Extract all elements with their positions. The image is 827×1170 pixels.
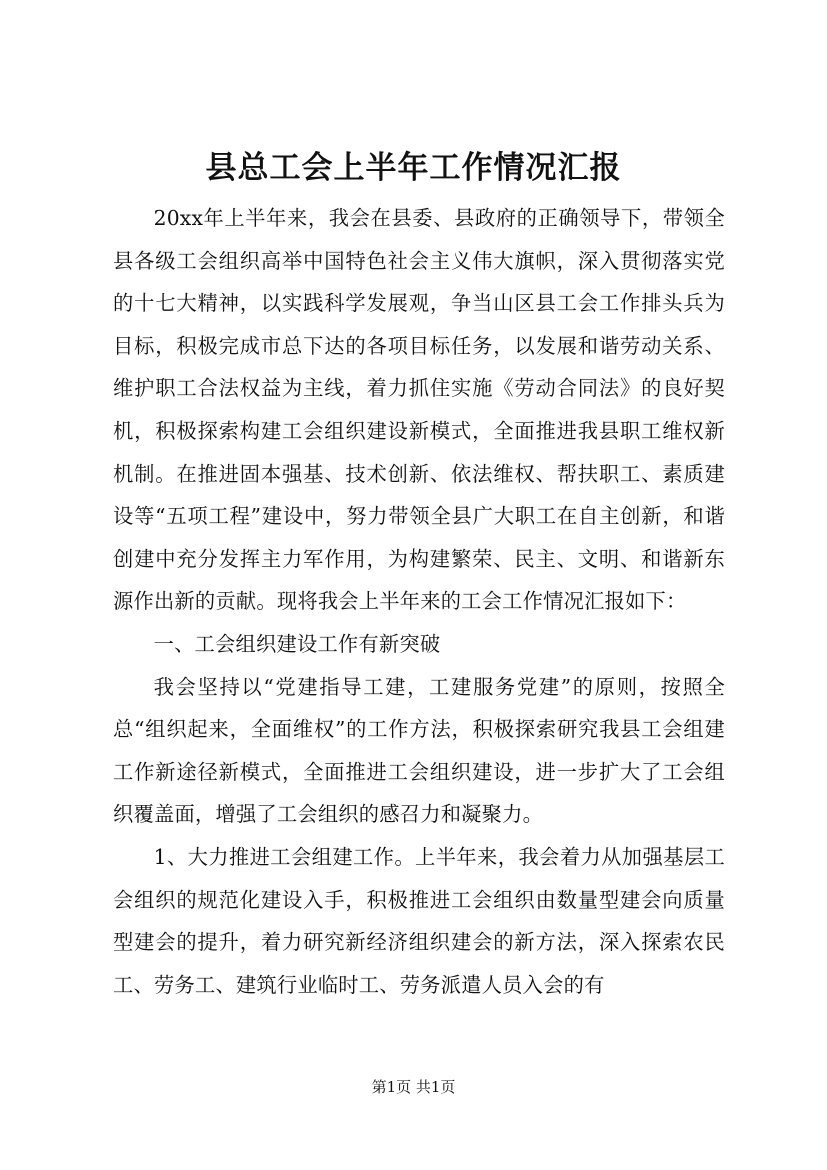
document-title: 县总工会上半年工作情况汇报 — [205, 150, 622, 186]
document-body — [113, 197, 725, 1006]
subsection-paragraph: 1、大力推进工会组建工作。上半年来，我会着力从加强基层工会组织的规范化建设入手，积极推进工会组织由数量型建会向质量型建会的提升，着力研究新经济组织建会的新方法，深入探索农民工、劳务工、建筑行业临时工、劳务派遣人员入会的有 — [113, 844, 725, 997]
intro-paragraph: 20xx年上半年来，我会在县委、县政府的正确领导下，带领全县各级工会组织高举中国特色社会主义伟大旗帜，深入贯彻落实党的十七大精神，以实践科学发展观，争当山区县工会工作排头兵为目标，积极完成市总下达的各项目标任务，以发展和谐劳动关系、维护职工合法权益为主线，着力抓住实施《劳动合同法》的良好契机，积极探索构建工会组织建设新模式，全面推进我县职工维权新机制。在推进固本强基、技术创新、依法维权、帮扶职工、素质建设等“五项工程”建设中，努力带领全县广大职工在自主创新，和谐创建中充分发挥主力军作用，为构建繁荣、民主、文明、和谐新东源作出新的贡献。现将我会上半年来的工会工作情况汇报如下： — [113, 206, 725, 614]
page-footer: 第1页 共1页 — [371, 1078, 456, 1096]
section-heading: 一、工会组织建设工作有新突破 — [153, 631, 441, 656]
section-paragraph: 我会坚持以“党建指导工建，工建服务党建”的原则，按照全总“组织起来，全面维权”的工作方法，积极探索研究我县工会组建工作新途径新模式，全面推进工会组织建设，进一步扩大了工会组织覆盖面，增强了工会组织的感召力和凝聚力。 — [113, 674, 725, 827]
